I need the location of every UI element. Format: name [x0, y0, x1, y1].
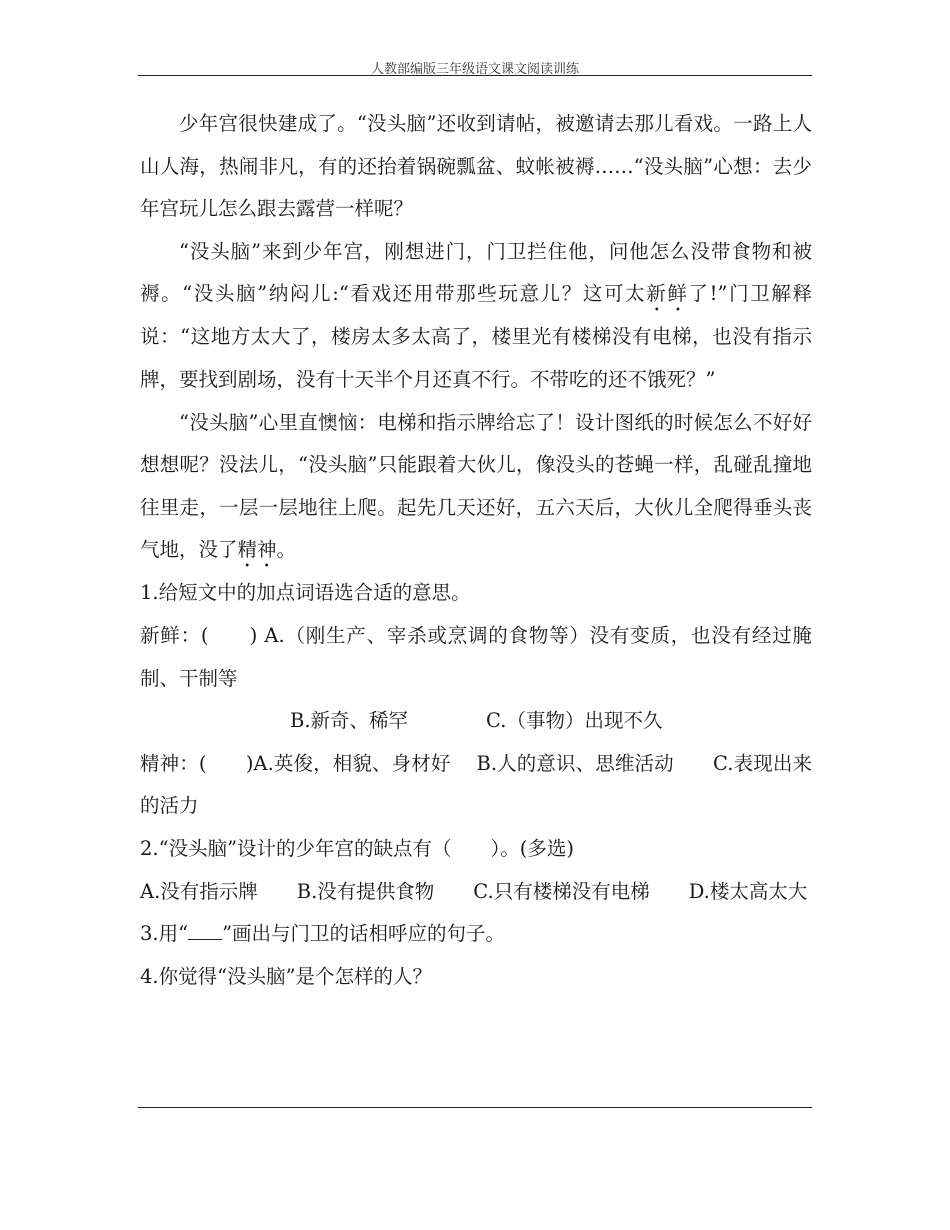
- passage-paragraph-3: [140, 402, 812, 573]
- question-2-options: A.没有指示牌 B.没有提供食物 C.只有楼梯没有电梯 D.楼太高太大: [140, 879, 808, 903]
- question-3-title: [140, 913, 812, 956]
- passage-text: “没头脑”心里直懊恼：电梯和指示牌给忘了！设计图纸的时候怎么不好好想想呢？没法儿，“没头脑”只能跟着大伙儿，像没头的苍蝇一样，乱碰乱撞地往里走，一层一层地往上爬。起先几天还好，五六天后，大伙儿全爬得垂头丧气地，没了: [140, 410, 812, 562]
- question-3-suffix: ”画出与门卫的话相呼应的句子。: [222, 922, 506, 946]
- dotted-word-jingshen: 精神: [237, 538, 277, 562]
- question-1-title: 1.给短文中的加点词语选合适的意思。: [140, 581, 471, 605]
- passage-text: 。: [276, 538, 297, 562]
- underline-blank: [188, 919, 222, 940]
- question-1-option-xinxian-bc: B.新奇、稀罕 C.（事物）出现不久: [290, 709, 663, 733]
- question-1-option-xinxian-a: 新鲜：( ) A.（刚生产、宰杀或烹调的食物等）没有变质，也没有经过腌制、干制等: [140, 623, 812, 690]
- dotted-word-xinxian: 新鲜: [646, 282, 689, 306]
- document-body: [140, 103, 812, 998]
- header-rule: [138, 75, 812, 76]
- passage-paragraph-1: 少年宫很快建成了。“没头脑”还收到请帖，被邀请去那儿看戏。一路上人山人海，热闹非凡，有的还抬着锅碗瓢盆、蚊帐被褥……“没头脑”心想：去少年宫玩儿怎么跟去露营一样呢？: [140, 112, 812, 221]
- question-1-option-jingshen: 精神：( )A.英俊，相貌、身材好 B.人的意识、思维活动 C.表现出来的活力: [140, 751, 812, 818]
- question-3-prefix: 3.用“: [140, 922, 189, 946]
- footer-rule: [138, 1107, 812, 1108]
- passage-text: 了!”门卫解释说：“这地方太大了，楼房太多太高了，楼里光有楼梯没有电梯，也没有指示牌，要找到剧场，没有十天半个月还真不行。不带吃的还不饿死？”: [140, 282, 812, 391]
- passage-paragraph-2: [140, 231, 812, 402]
- question-2-title: 2.“没头脑”设计的少年宫的缺点有（ ）。(多选): [140, 836, 575, 860]
- passage-text: “没头脑”来到少年宫，刚想进门，门卫拦住他，问他怎么没带食物和被褥。“没头脑”纳闷儿:“看戏还用带那些玩意儿？这可太: [140, 239, 812, 306]
- header-title: 人教部编版三年级语文课文阅读训练: [370, 62, 579, 77]
- question-4-title: 4.你觉得“没头脑”是个怎样的人？: [140, 964, 433, 988]
